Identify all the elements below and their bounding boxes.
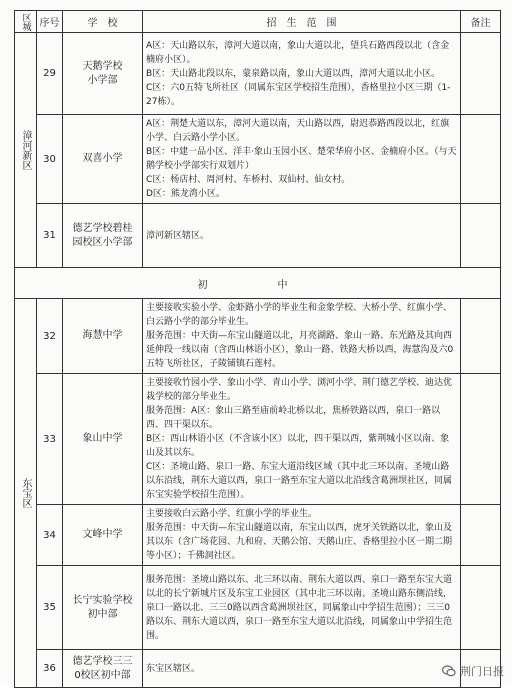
table-row	[15, 33, 501, 115]
header-seq: 序号	[37, 11, 63, 33]
source-watermark	[442, 663, 504, 679]
section-title: 初 中	[15, 268, 501, 299]
note-cell	[461, 505, 501, 566]
table-row	[15, 566, 501, 650]
note-cell	[461, 566, 501, 650]
row-seq: 30	[37, 115, 63, 204]
note-cell	[461, 115, 501, 204]
enrollment-scope: 主要接收白云路小学、红旗小学的毕业生。 服务范围：中天街—东宝山隧道以南，东宝山以西，虎牙关铁路以北，象山及其以东（含广场花园、九和府、天鹅公馆、天鹅山庄、香格里拉小区一期二期等小区）；千佛洞社区。	[143, 505, 461, 566]
header-district: 区城	[15, 11, 37, 33]
row-seq: 33	[37, 374, 63, 505]
row-seq: 35	[37, 566, 63, 650]
table-row	[15, 650, 501, 688]
row-seq: 32	[37, 299, 63, 374]
note-cell	[461, 204, 501, 268]
school-name: 德艺学校碧桂 园校区小学部	[63, 204, 143, 268]
school-name: 天鹅学校 小学部	[63, 33, 143, 115]
note-cell	[461, 299, 501, 374]
header-scope: 招 生 范 围	[143, 11, 461, 33]
table-header-row	[15, 11, 501, 33]
school-name: 长宁实验学校 初中部	[63, 566, 143, 650]
table-row	[15, 115, 501, 204]
row-seq: 34	[37, 505, 63, 566]
note-cell	[461, 374, 501, 505]
row-seq: 36	[37, 650, 63, 688]
header-school: 学 校	[63, 11, 143, 33]
school-name: 海慧中学	[63, 299, 143, 374]
row-seq: 29	[37, 33, 63, 115]
enrollment-scope: 服务范围：圣境山路以东、北三环以南、荆东大道以西、泉口一路至东宝大道以北的长宁新城片区及东宝工业园区（其中北三环以南、圣境山路东侧沿线，泉口一路以北、三三0路以西含葛洲坝社区，同属象山中学招生范围）；三三0路以东、荆东大道以西，泉口一路至东宝大道以北沿线，同属象山中学招生范围。	[143, 566, 461, 650]
wechat-icon	[442, 664, 456, 678]
school-name: 象山中学	[63, 374, 143, 505]
school-name: 双喜小学	[63, 115, 143, 204]
watermark-text: 荆门日报	[460, 665, 504, 678]
header-note: 备注	[461, 11, 501, 33]
table-row	[15, 204, 501, 268]
enrollment-scope: 漳河新区辖区。	[143, 204, 461, 268]
note-cell	[461, 33, 501, 115]
enrollment-scope: A区：天山路以东，漳河大道以南，象山大道以北，望兵石路西段以北（含金楠府小区）。 B区：天山路北段以东，蒙泉路以南，象山大道以西，漳河大道以北小区。 C区：六0五特飞所社区（同属东宝区学校招生范围），香格里拉小区三期（1-27栋）。	[143, 33, 461, 115]
enrollment-scope: 主要接收实验小学、金虾路小学的毕业生和金象学校、大桥小学、红旗小学、白云路小学的部分毕业生。 服务范围：中天街—东宝山隧道以北，月亮湖路、象山一路、东光路及其向西延伸段一线以南（含西山林语小区），象山一路、铁路大桥以西，海慧沟及六0五特飞所社区，子陵铺镇石莲村。	[143, 299, 461, 374]
enrollment-scope: A区：荆楚大道以东，漳河大道以南，天山路以西，尉迟恭路西段以北，红旗小学、白云路小学小区。 B区：中建一品小区、洋丰·象山玉园小区、楚荣华府小区、金楠府小区。（与天鹅学校小学部实行双划片） C区：杨店村、周河村、车桥村、双仙村、仙女村。 D区：熊龙湾小区。	[143, 115, 461, 204]
school-name: 德艺学校三三 0校区初中部	[63, 650, 143, 688]
table-row	[15, 505, 501, 566]
table-row	[15, 299, 501, 374]
district-cell-zhanghe: 漳河新区	[15, 33, 37, 268]
enrollment-table	[14, 10, 501, 688]
section-row	[15, 268, 501, 299]
school-name: 文峰中学	[63, 505, 143, 566]
district-cell-dongbao: 东宝区	[15, 299, 37, 688]
table-row	[15, 374, 501, 505]
enrollment-scope: 主要接收竹园小学、象山小学、青山小学、浏河小学、荆门德艺学校、迪达优栽学校的部分毕业生。 服务范围：A区：象山三路至庙前岭北桥以北，焦桥铁路以西，泉口一路以西、四干渠以东。 B区：西山林语小区（不含该小区）以北，四干渠以西，紫荆城小区以南、象山及其以东。 C区：圣境山路、泉口一路、东宝大道沿线区域（其中北三环以南、圣境山路以东沿线，荆东大道以西，泉口一路至东宝大道以北沿线含葛洲坝社区，同属东宝实验学校招生范围）。	[143, 374, 461, 505]
row-seq: 31	[37, 204, 63, 268]
enrollment-scope: 东宝区辖区。	[143, 650, 461, 688]
